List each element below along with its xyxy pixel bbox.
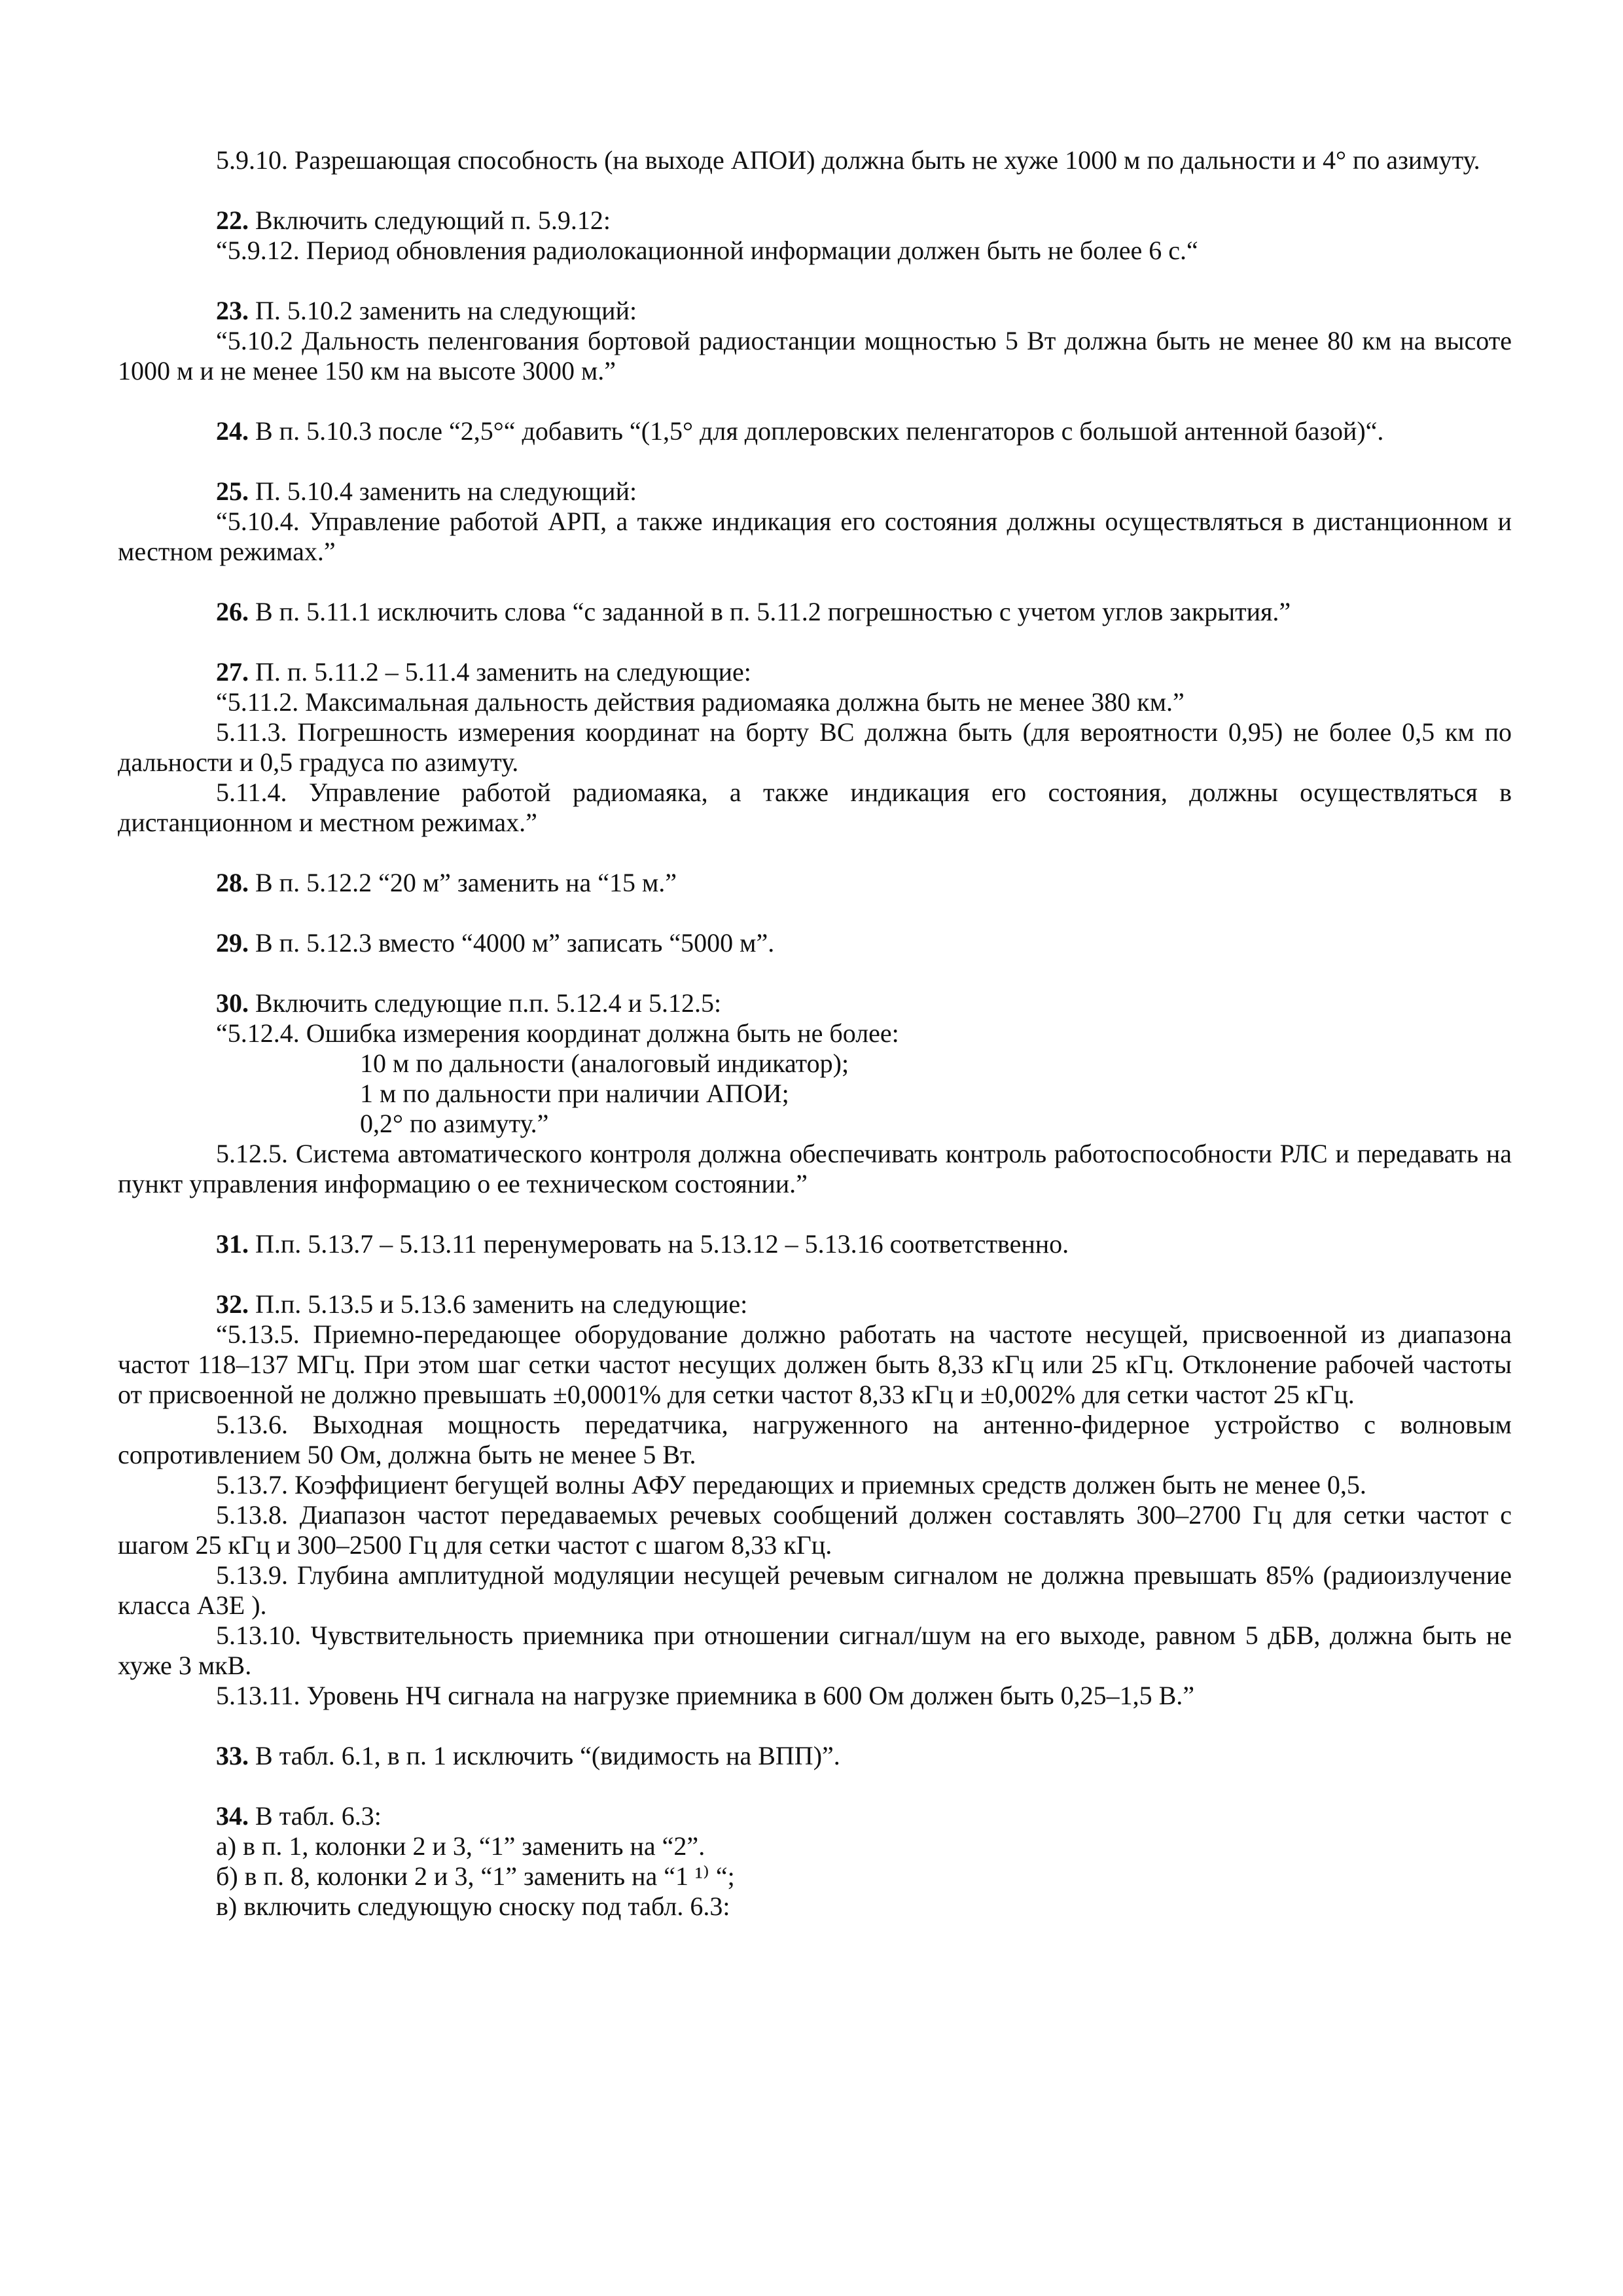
- item-number: 33.: [216, 1741, 249, 1770]
- item-number: 27.: [216, 657, 249, 687]
- item-34: [118, 1801, 1512, 1831]
- item-text: П.п. 5.13.7 – 5.13.11 перенумеровать на 5.13.12 – 5.13.16 соответственно.: [255, 1229, 1069, 1259]
- item-text: П. 5.10.4 заменить на следующий:: [255, 476, 637, 506]
- item-number: 25.: [216, 476, 249, 506]
- sub-item-c: в) включить следующую сноску под табл. 6.3:: [216, 1892, 730, 1921]
- item-number: 30.: [216, 988, 249, 1018]
- list-item: 10 м по дальности (аналоговый индикатор);: [360, 1049, 849, 1078]
- item-number: 31.: [216, 1229, 249, 1259]
- item-33: [118, 1741, 1512, 1771]
- item-30: [118, 988, 1512, 1018]
- quote-5-11-2: “5.11.2. Максимальная дальность действия радиомаяка должна быть не менее 380 км.”: [216, 687, 1185, 717]
- item-text: В п. 5.11.1 исключить слова “с заданной в п. 5.11.2 погрешностью с учетом углов закрытия.”: [255, 597, 1291, 626]
- item-number: 23.: [216, 296, 249, 325]
- item-text: Включить следующий п. 5.9.12:: [255, 206, 611, 235]
- item-31: [118, 1229, 1512, 1259]
- sub-item-b: б) в п. 8, колонки 2 и 3, “1” заменить на “1 ¹⁾ “;: [216, 1861, 735, 1891]
- item-text: П.п. 5.13.5 и 5.13.6 заменить на следующие:: [255, 1289, 748, 1319]
- quote-5-9-12: “5.9.12. Период обновления радиолокационной информации должен быть не более 6 с.“: [216, 236, 1198, 265]
- item-number: 28.: [216, 868, 249, 897]
- item-32: [118, 1289, 1512, 1319]
- list-item: 0,2° по азимуту.”: [360, 1109, 549, 1138]
- quote-5-13-5: “5.13.5. Приемно-передающее оборудование должно работать на частоте несущей, присвоенной из диапазона частот 118–137 МГц. При этом шаг сетки частот несущих должен быть 8,33 кГц или 25 кГц. Отклонение рабочей частоты от присвоенной не должно превышать ±0,0001% для сетки частот 8,33 кГц и ±0,002% для сетки частот 25 кГц.: [118, 1319, 1512, 1409]
- quote-5-13-8: 5.13.8. Диапазон частот передаваемых речевых сообщений должен составлять 300–2700 Гц для сетки частот с шагом 25 кГц и 300–2500 Гц для сетки частот с шагом 8,33 кГц.: [118, 1500, 1512, 1560]
- item-text: В табл. 6.3:: [255, 1801, 382, 1831]
- item-text: П. п. 5.11.2 – 5.11.4 заменить на следующие:: [255, 657, 751, 687]
- sub-item-a: а) в п. 1, колонки 2 и 3, “1” заменить на “2”.: [216, 1831, 705, 1861]
- item-number: 26.: [216, 597, 249, 626]
- item-22: [118, 206, 1512, 236]
- item-24: [118, 416, 1512, 446]
- item-text: В табл. 6.1, в п. 1 исключить “(видимость на ВПП)”.: [255, 1741, 840, 1770]
- quote-5-13-6: 5.13.6. Выходная мощность передатчика, нагруженного на антенно-фидерное устройство с волновым сопротивлением 50 Ом, должна быть не менее 5 Вт.: [118, 1410, 1512, 1469]
- item-23: [118, 296, 1512, 326]
- item-26: [118, 597, 1512, 627]
- quote-5-13-10: 5.13.10. Чувствительность приемника при отношении сигнал/шум на его выходе, равном 5 дБВ, должна быть не хуже 3 мкВ.: [118, 1621, 1512, 1680]
- document-text: [118, 145, 1512, 1922]
- item-number: 34.: [216, 1801, 249, 1831]
- item-number: 22.: [216, 206, 249, 235]
- item-28: [118, 868, 1512, 898]
- item-27: [118, 657, 1512, 687]
- item-text: В п. 5.10.3 после “2,5°“ добавить “(1,5° для доплеровских пеленгаторов с большой антенной базой)“.: [255, 416, 1384, 446]
- quote-5-13-7: 5.13.7. Коэффициент бегущей волны АФУ передающих и приемных средств должен быть не менее 0,5.: [216, 1470, 1366, 1499]
- paragraph-5-9-10: 5.9.10. Разрешающая способность (на выходе АПОИ) должна быть не хуже 1000 м по дальности и 4° по азимуту.: [216, 145, 1480, 175]
- quote-5-11-3: 5.11.3. Погрешность измерения координат на борту ВС должна быть (для вероятности 0,95) не более 0,5 км по дальности и 0,5 градуса по азимуту.: [118, 717, 1512, 777]
- quote-5-10-4: “5.10.4. Управление работой АРП, а также индикация его состояния должны осуществляться в дистанционном и местном режимах.”: [118, 507, 1512, 566]
- quote-5-11-4: 5.11.4. Управление работой радиомаяка, а также индикация его состояния, должны осуществляться в дистанционном и местном режимах.”: [118, 778, 1512, 837]
- item-text: Включить следующие п.п. 5.12.4 и 5.12.5:: [255, 988, 722, 1018]
- item-number: 32.: [216, 1289, 249, 1319]
- item-text: П. 5.10.2 заменить на следующий:: [255, 296, 637, 325]
- quote-5-13-11: 5.13.11. Уровень НЧ сигнала на нагрузке приемника в 600 Ом должен быть 0,25–1,5 В.”: [216, 1681, 1195, 1710]
- list-item: 1 м по дальности при наличии АПОИ;: [360, 1079, 789, 1108]
- item-number: 29.: [216, 928, 249, 958]
- item-29: [118, 928, 1512, 958]
- quote-5-10-2: “5.10.2 Дальность пеленгования бортовой радиостанции мощностью 5 Вт должна быть не менее 80 км на высоте 1000 м и не менее 150 км на высоте 3000 м.”: [118, 326, 1512, 386]
- quote-5-12-5: 5.12.5. Система автоматического контроля должна обеспечивать контроль работоспособности РЛС и передавать на пункт управления информацию о ее техническом состоянии.”: [118, 1139, 1512, 1198]
- item-text: В п. 5.12.2 “20 м” заменить на “15 м.”: [255, 868, 677, 897]
- item-text: В п. 5.12.3 вместо “4000 м” записать “5000 м”.: [255, 928, 775, 958]
- quote-5-13-9: 5.13.9. Глубина амплитудной модуляции несущей речевым сигналом не должна превышать 85% (радиоизлучение класса А3Е ).: [118, 1560, 1512, 1620]
- item-25: [118, 476, 1512, 507]
- item-number: 24.: [216, 416, 249, 446]
- quote-5-12-4: “5.12.4. Ошибка измерения координат должна быть не более:: [216, 1018, 899, 1048]
